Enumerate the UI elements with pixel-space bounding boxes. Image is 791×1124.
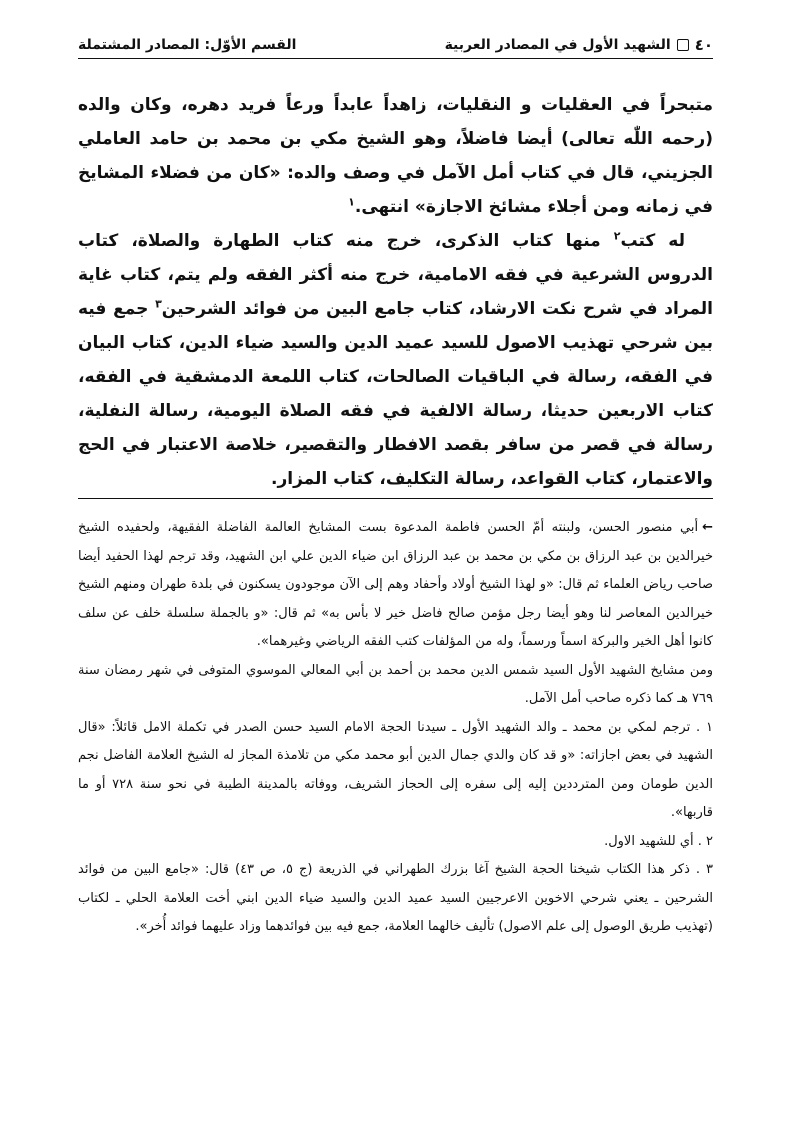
footnote-3: ٣ . ذكر هذا الكتاب شيخنا الحجة الشيخ آغا بزرك الطهراني في الذريعة (ج ٥، ص ٤٣) قال: «جامع البين من فوائد الشرحين ـ يعني شرحي الاخوين الاعرجيين السيد عميد الدين والسيد ضياء الدين ابني أخت العلامة الحلي ـ لكتاب (تهذيب طريق الوصول إلى علم الاصول) تأليف خالهما العلامة، جمع فيه بين فوائدهما وزاد عليهما فوائد أُخر». xyxy=(78,862,713,934)
page-header xyxy=(78,32,713,59)
continuation-arrow-icon: ← xyxy=(702,520,713,535)
footnote-ref-1[interactable]: ١ xyxy=(348,195,355,209)
main-paragraph-2 xyxy=(78,224,713,496)
footnote-continuation xyxy=(78,514,713,657)
footnotes xyxy=(78,514,713,942)
header-box-icon xyxy=(677,39,689,51)
main-text xyxy=(78,88,713,496)
section-title: القسم الأوّل: المصادر المشتملة xyxy=(78,37,297,53)
continuation-text: أبي منصور الحسن، ولبنته أمّ الحسن فاطمة المدعوة بست المشايخ العالمة الفاضلة الفقيهة، ولحفيده الشيخ خيرالدين بن عبد الرزاق بن مكي بن محمد بن عبد الرزاق ابن ضياء الدين علي ابن الشهيد، وقد ترجم لهذا الحفيد أيضا صاحب رياض العلماء ثم قال: «و لهذا الشيخ أولاد وأحفاد وهم إلى الآن موجودون يسكنون في بلدة طهران ومنهم الشيخ خيرالدين المعاصر لنا وهو أيضا رجل مؤمن صالح فاضل خير لا بأس به» ثم قال: «و بالجملة سلسلة خلف عن سلف كانوا أهل الخير والبركة اسماً ورسماً، وله من المؤلفات كتب الفقه الرياضي وغيرهما». xyxy=(78,520,713,649)
page-number: ٤٠ xyxy=(694,36,713,54)
paragraph-2-text-a: له كتب xyxy=(620,231,685,251)
header-right-group xyxy=(445,36,713,54)
footnote-ref-3[interactable]: ٣ xyxy=(155,297,162,311)
main-paragraph-1 xyxy=(78,88,713,224)
footnote-ref-2[interactable]: ٢ xyxy=(613,229,621,243)
footnote-1: ١ . ترجم لمكي بن محمد ـ والد الشهيد الأول ـ سيدنا الحجة الامام السيد حسن الصدر في تكملة الامل قائلاً: «قال الشهيد في بعض اجازاته: «و قد كان والدي جمال الدين أبو محمد مكي من تلامذة المجاز له الشيخ العلامة الفاضل نجم الدين طومان ومن المترددين إليه إلى سفره إلى الحجاز الشريف، ووفاته بالمدينة الطيبة في نحو سنة ٧٢٨ أو ما قاربها». xyxy=(78,719,713,820)
paragraph-2-text-b: منها كتاب الذكرى، خرج منه كتاب الطهارة والصلاة، كتاب الدروس الشرعية في فقه الامامية، خرج منه أكثر الفقه ولم يتم، كتاب غاية المراد في شرح نكت الارشاد، كتاب جامع البين من فوائد الشرحين xyxy=(78,231,713,319)
paragraph-1-text: متبحراً في العقليات و النقليات، زاهداً عابداً ورعاً فريد دهره، وكان والده (رحمه اللّٰه تعالى) أيضا فاضلاً، وهو الشيخ مكي بن محمد بن حامد العاملي الجزيني، قال في كتاب أمل الآمل في وصف والده: «كان من فضلاء المشايخ في زمانه ومن أجلاء مشائخ الاجازة» انتهى. xyxy=(78,95,713,217)
footnote-divider xyxy=(78,498,713,499)
paragraph-2-text-c: جمع فيه بين شرحي تهذيب الاصول للسيد عميد الدين والسيد ضياء الدين، كتاب البيان في الفقه، رسالة في الباقيات الصالحات، كتاب اللمعة الدمشقية في الفقه، كتاب الاربعين حديثا، رسالة الالفية في فقه الصلاة اليومية، رسالة النفلية، رسالة في قصر من سافر بقصد الافطار والتقصير، خلاصة الاعتبار في الحج والاعتمار، كتاب القواعد، رسالة التكليف، كتاب المزار. xyxy=(78,299,713,489)
footnote-continuation-2: ومن مشايخ الشهيد الأول السيد شمس الدين محمد بن أحمد بن أبي المعالي الموسوي المتوفى في شهر رمضان سنة ٧٦٩ هـ كما ذكره صاحب أمل الآمل. xyxy=(78,662,713,706)
footnote-2: ٢ . أي للشهيد الاول. xyxy=(604,833,713,849)
book-title: الشهيد الأول في المصادر العربية xyxy=(444,37,671,53)
